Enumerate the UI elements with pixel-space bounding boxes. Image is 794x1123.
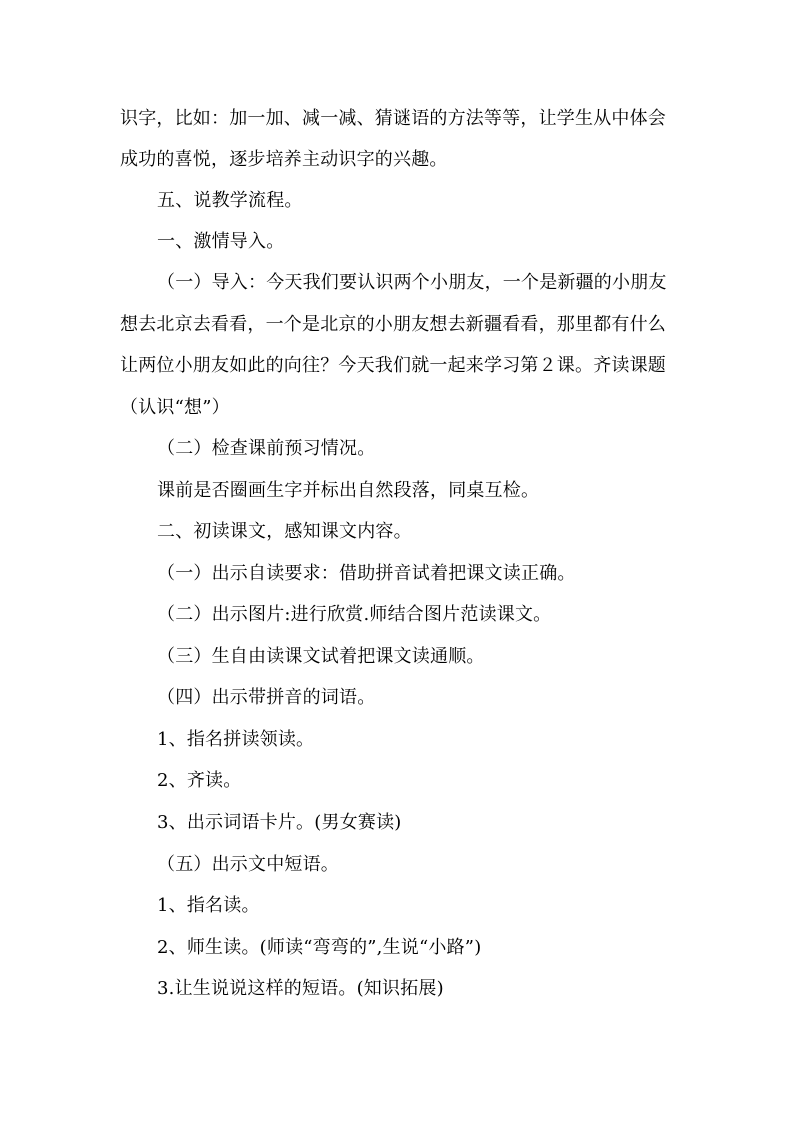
body-text-line: 让两位小朋友如此的向往？今天我们就一起来学习第２课。齐读课题 — [120, 355, 666, 376]
body-text-line: 识字，比如：加一加、减一减、猜谜语的方法等等，让学生从中体会 — [120, 108, 666, 129]
section-heading: 一、激情导入。 — [157, 231, 285, 252]
list-item: （四）出示带拼音的词语。 — [157, 687, 376, 708]
list-item: （二）出示图片:进行欣赏.师结合图片范读课文。 — [157, 604, 552, 625]
subsection-heading: （二）检查课前预习情况。 — [157, 438, 376, 459]
body-text-line: 成功的喜悦，逐步培养主动识字的兴趣。 — [120, 149, 448, 170]
list-item: 1、指名拼读领读。 — [157, 729, 315, 750]
list-item: 3、出示词语卡片。(男女赛读) — [157, 812, 402, 833]
section-heading: 五、说教学流程。 — [157, 190, 303, 211]
list-item: （一）出示自读要求：借助拼音试着把课文读正确。 — [157, 563, 576, 584]
list-item: （五）出示文中短语。 — [157, 854, 339, 875]
body-text-line: 课前是否圈画生字并标出自然段落，同桌互检。 — [157, 480, 540, 501]
body-text-line: 想去北京去看看，一个是北京的小朋友想去新疆看看，那里都有什么 — [120, 314, 666, 335]
body-text-line: （一）导入：今天我们要认识两个小朋友，一个是新疆的小朋友 — [157, 272, 667, 293]
list-item: 3.让生说说这样的短语。(知识拓展) — [157, 978, 444, 999]
list-item: 2、师生读。(师读“弯弯的”,生说“小路”) — [157, 937, 482, 958]
section-heading: 二、初读课文，感知课文内容。 — [157, 521, 412, 542]
list-item: 2、齐读。 — [157, 770, 242, 791]
list-item: （三）生自由读课文试着把课文读通顺。 — [157, 646, 485, 667]
body-text-line: （认识“想”） — [120, 397, 230, 418]
list-item: 1、指名读。 — [157, 895, 260, 916]
